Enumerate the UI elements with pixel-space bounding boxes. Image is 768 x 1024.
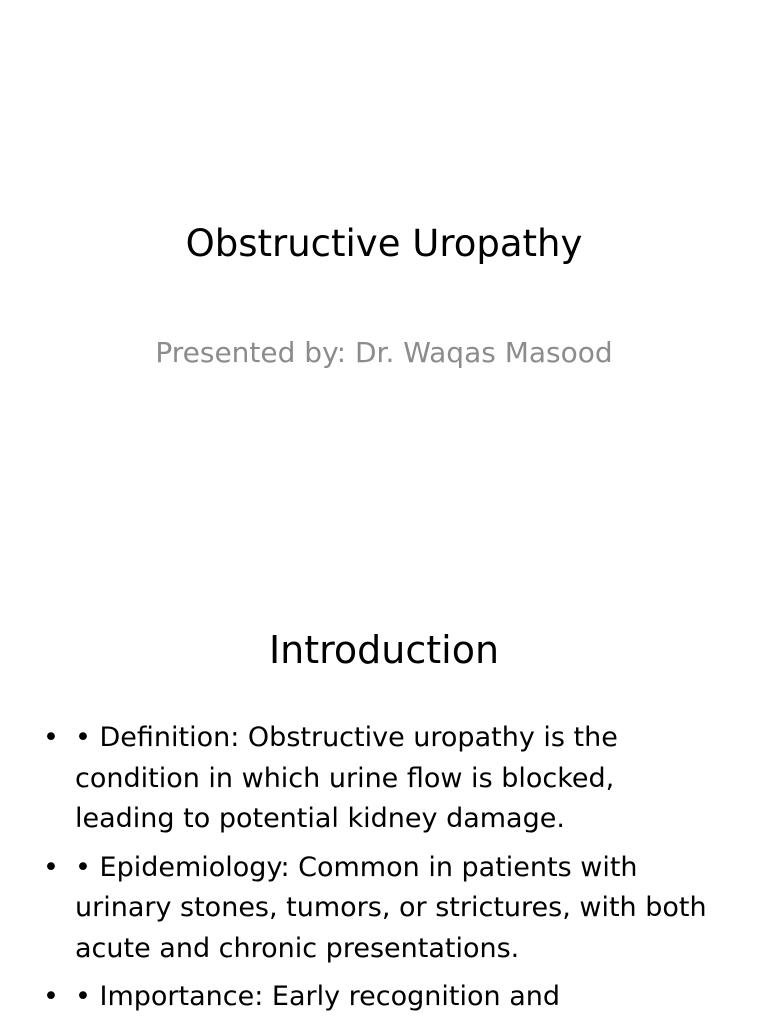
bullet-marker: • (43, 851, 59, 883)
slide-title: Introduction (268, 628, 500, 672)
bullet-text: • Definition: Obstructive uropathy is the condition in which urine flow is blocked, leading to potential kidney damage. (75, 722, 618, 834)
bullet-text: • Importance: Early recognition and (75, 981, 561, 1012)
presentation-title: Obstructive Uropathy (185, 222, 583, 265)
presenter-subtitle: Presented by: Dr. Waqas Masood (155, 336, 613, 369)
bullet-text: • Epidemiology: Common in patients with urinary stones, tumors, or strictures, with both acute and chronic presentations. (75, 851, 707, 964)
bullet-list (0, 718, 768, 1024)
bullet-marker: • (43, 722, 59, 753)
bullet-marker: • (43, 981, 59, 1012)
bullet-item-definition (0, 718, 768, 840)
bullet-item-importance (0, 977, 768, 1018)
introduction-slide (0, 576, 768, 1024)
bullet-item-epidemiology (0, 848, 768, 970)
